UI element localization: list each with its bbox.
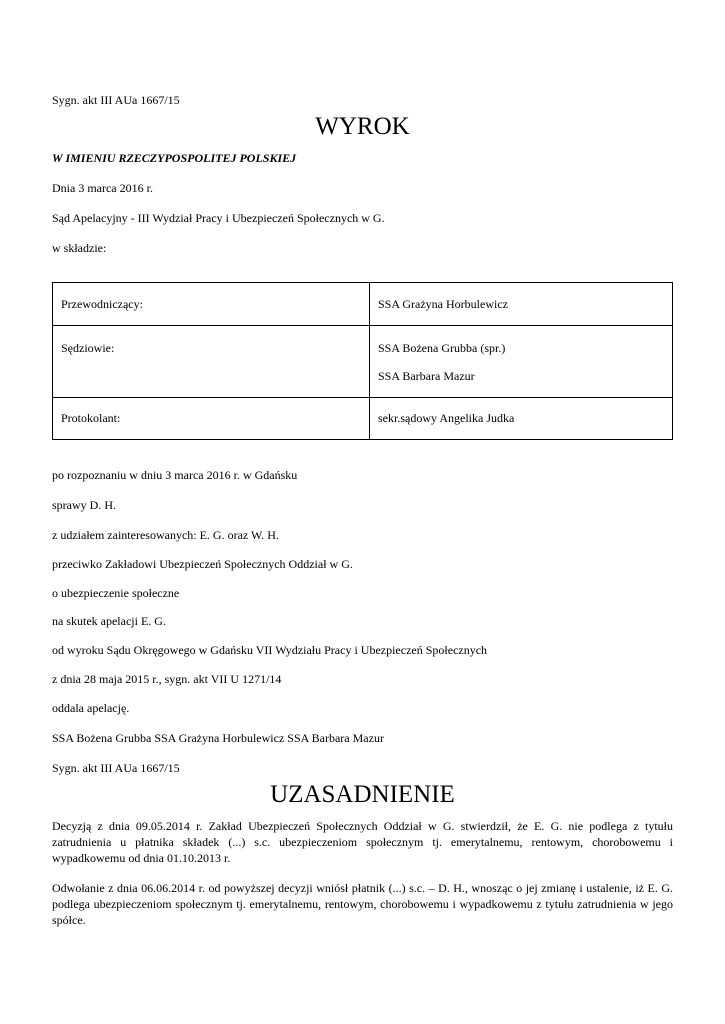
composition-names: [370, 398, 673, 440]
judge-name: SSA Bożena Grubba (spr.): [378, 341, 506, 355]
composition-names: [370, 283, 673, 326]
role-label: Sędziowie:: [61, 341, 115, 355]
composition-row-clerk: [53, 398, 673, 440]
judgment-subtitle: W IMIENIU RZECZYPOSPOLITEJ POLSKIEJ: [52, 151, 297, 165]
composition-row-judges: [53, 326, 673, 398]
body-line: od wyroku Sądu Okręgowego w Gdańsku VII Wydziału Pracy i Ubezpieczeń Społecznych: [52, 643, 488, 657]
court-name: Sąd Apelacyjny - III Wydział Pracy i Ubezpieczeń Społecznych w G.: [52, 211, 385, 225]
justification-paragraph: Odwołanie z dnia 06.06.2014 r. od powyższej decyzji wniósł płatnik (...) s.c. – D. H., wnosząc o jej zmianę i ustalenie, iż E. G. podlega ubezpieczeniom społecznym tj. emerytalnemu, rentowym, chorobowemu i wypadkowemu z tytułu zatrudnienia w jego spółce.: [52, 881, 673, 927]
composition-label: w składzie:: [52, 241, 107, 255]
verdict-line: oddala apelację.: [52, 701, 130, 715]
body-line: przeciwko Zakładowi Ubezpieczeń Społecznych Oddział w G.: [52, 557, 353, 571]
composition-table: [52, 282, 673, 440]
judge-name: SSA Grażyna Horbulewicz: [378, 297, 508, 311]
composition-names: [370, 326, 673, 398]
signatures-line: SSA Bożena Grubba SSA Grażyna Horbulewicz SSA Barbara Mazur: [52, 731, 384, 745]
case-signature: Sygn. akt III AUa 1667/15: [52, 93, 180, 107]
body-line: z dnia 28 maja 2015 r., sygn. akt VII U 1271/14: [52, 672, 282, 686]
justification-title: UZASADNIENIE: [270, 781, 455, 808]
role-label: Protokolant:: [61, 411, 121, 425]
composition-role: [53, 326, 370, 398]
body-line: sprawy D. H.: [52, 498, 116, 512]
body-line: o ubezpieczenie społeczne: [52, 586, 180, 600]
justification-paragraph: Decyzją z dnia 09.05.2014 r. Zakład Ubezpieczeń Społecznych Oddział w G. stwierdził, że E. G. nie podlega z tytułu zatrudnienia u płatnika składek (...) s.c. ubezpieczeniom społecznym tj. emerytalnemu, rentowym, chorobowemu i wypadkowemu od dnia 01.10.2013 r.: [52, 819, 673, 865]
case-signature: Sygn. akt III AUa 1667/15: [52, 761, 180, 775]
body-line: po rozpoznaniu w dniu 3 marca 2016 r. w Gdańsku: [52, 468, 298, 482]
composition-row-presiding: [53, 283, 673, 326]
composition-role: [53, 283, 370, 326]
body-line: z udziałem zainteresowanych: E. G. oraz W. H.: [52, 528, 279, 542]
body-line: na skutek apelacji E. G.: [52, 614, 166, 628]
composition-role: [53, 398, 370, 440]
clerk-name: sekr.sądowy Angelika Judka: [378, 411, 515, 425]
judge-name: SSA Barbara Mazur: [378, 369, 475, 383]
role-label: Przewodniczący:: [61, 297, 143, 311]
judgment-date: Dnia 3 marca 2016 r.: [52, 181, 153, 195]
judgment-title: WYROK: [315, 113, 410, 140]
